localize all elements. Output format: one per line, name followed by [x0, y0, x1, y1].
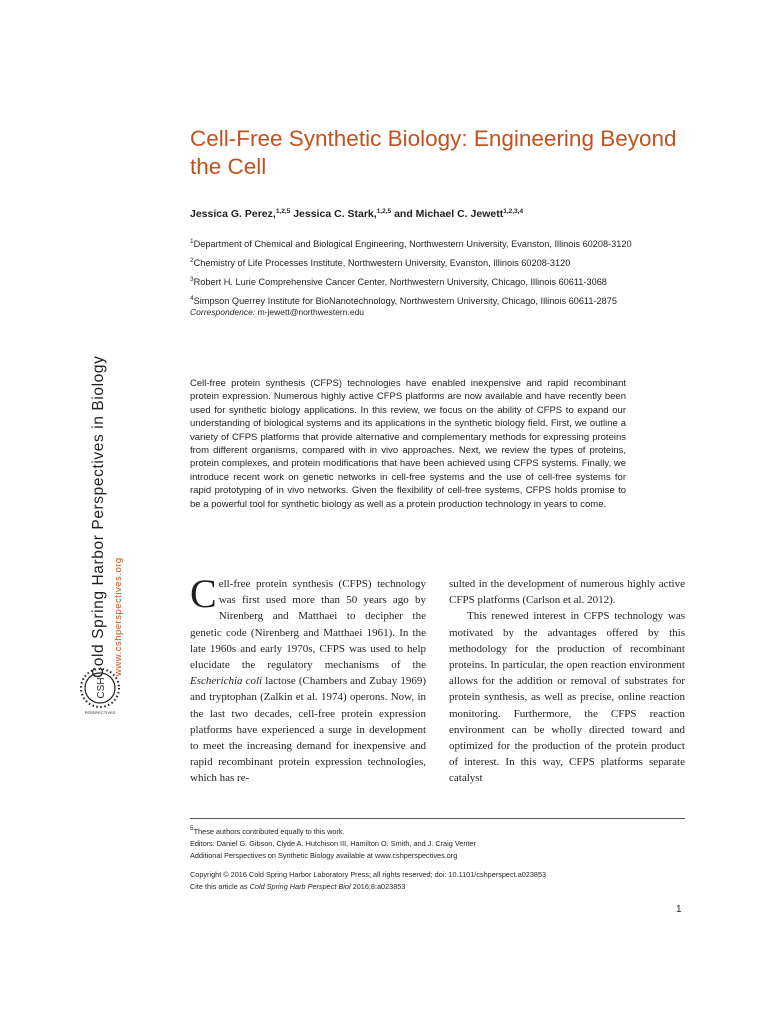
affiliation-item: $^2$Chemistry of Life Processes Institute, Northwestern University, Evanston, Illinois 60208-3120 [190, 257, 571, 268]
affiliations [190, 235, 720, 311]
logo-subtext: PERSPECTIVES [84, 710, 116, 715]
body-paragraph: sulted in the development of numerous highly active CFPS platforms (Carlson et al. 2012). [449, 578, 685, 607]
logo-text: CSH [96, 677, 107, 699]
correspondence-label: Correspondence: [190, 307, 256, 317]
author-sup: 1,2,5 [275, 208, 291, 215]
affiliation-item: $^4$Simpson Querrey Institute for BioNanotechnology, Northwestern University, Chicago, Illinois 60611-2875 [190, 295, 617, 306]
page-number: 1 [676, 904, 682, 915]
footnotes [190, 826, 690, 893]
csh-logo-icon [78, 664, 122, 718]
footnote-additional: Additional Perspectives on Synthetic Biology available at www.cshperspectives.org [190, 851, 458, 861]
journal-name: Cold Spring Harbor Perspectives in Biology [90, 355, 107, 678]
correspondence [190, 307, 364, 317]
footnote-cite: Cite this article as Cold Spring Harb Perspect Biol 2016;8:a023853 [190, 881, 406, 891]
footnote-equal: $^5$These authors contributed equally to this work. [190, 825, 345, 836]
affiliation-item: $^3$Robert H. Lurie Comprehensive Cancer Center, Northwestern University, Chicago, Illinois 60611-3068 [190, 276, 607, 287]
footnote-copyright: Copyright © 2016 Cold Spring Harbor Laboratory Press; all rights reserved; doi: 10.1101/cshperspect.a023853 [190, 869, 547, 879]
author-name: and Michael C. Jewett [394, 208, 504, 220]
body-paragraph: This renewed interest in CFPS technology was motivated by the advantages offered by this methodology for the production of recombinant proteins. In particular, the open reaction environment allows for the addition or removal of substrates for protein synthesis, as well as precise, online reaction monitoring. Furthermore, the CFPS reaction environment can be wholly directed toward and optimized for the production of the protein product of interest. In this way, CFPS platforms separate catalyst [449, 610, 685, 785]
author-sup: 1,2,5 [376, 208, 392, 215]
author-name: Jessica G. Perez, [190, 208, 276, 220]
author-list [190, 208, 710, 220]
footnote-editors: Editors: Daniel G. Gibson, Clyde A. Hutchison III, Hamilton O. Smith, and J. Craig Venter [190, 839, 476, 849]
journal-url[interactable]: www.cshperspectives.org [113, 557, 124, 676]
article-title: Cell-Free Synthetic Biology: Engineering Beyond the Cell [190, 126, 677, 179]
body-column-left: Cell-free protein synthesis (CFPS) technology was first used more than 50 years ago by Nirenberg and Matthaei to decipher the genetic code (Nirenberg and Matthaei 1961). In the late 1960s and early 1970s, CFPS was used to help elucidate the regulatory mechanisms of the Escherichia coli lactose (Chambers and Zubay 1969) and tryptophan (Zalkin et al. 1974) operons. Now, in the last two decades, cell-free protein expression platforms have experienced a surge in development to meet the increasing demand for inexpensive and rapid recombinant protein expression technologies, which has re- [190, 571, 426, 785]
footnote-rule [190, 818, 685, 819]
author-name: Jessica C. Stark, [293, 208, 377, 220]
author-sup: 1,2,3,4 [503, 208, 524, 215]
abstract: Cell-free protein synthesis (CFPS) technologies have enabled inexpensive and rapid recombinant protein expression. Numerous highly active CFPS platforms are now available and have recently been used for synthetic biology applications. In this review, we focus on the ability of CFPS to expand our understanding of biological systems and its applications in the synthetic biology field. First, we outline a variety of CFPS platforms that provide alternative and complementary methods for expressing proteins from different organisms, compared with in vivo approaches. Next, we review the types of proteins, protein complexes, and protein modifications that have been achieved using CFPS systems. Finally, we introduce recent work on genetic networks in cell-free systems and the use of cell-free systems for rapid prototyping of in vivo networks. Given the flexibility of cell-free systems, CFPS holds promise to be a powerful tool for synthetic biology as well as a protein production technology in years to come. [190, 378, 626, 510]
drop-cap: C [190, 571, 217, 616]
correspondence-email[interactable]: m-jewett@northwestern.edu [257, 307, 365, 317]
affiliation-item: $^1$Department of Chemical and Biological Engineering, Northwestern University, Evanston, Illinois 60208-3120 [190, 238, 632, 249]
body-column-right [449, 576, 685, 787]
